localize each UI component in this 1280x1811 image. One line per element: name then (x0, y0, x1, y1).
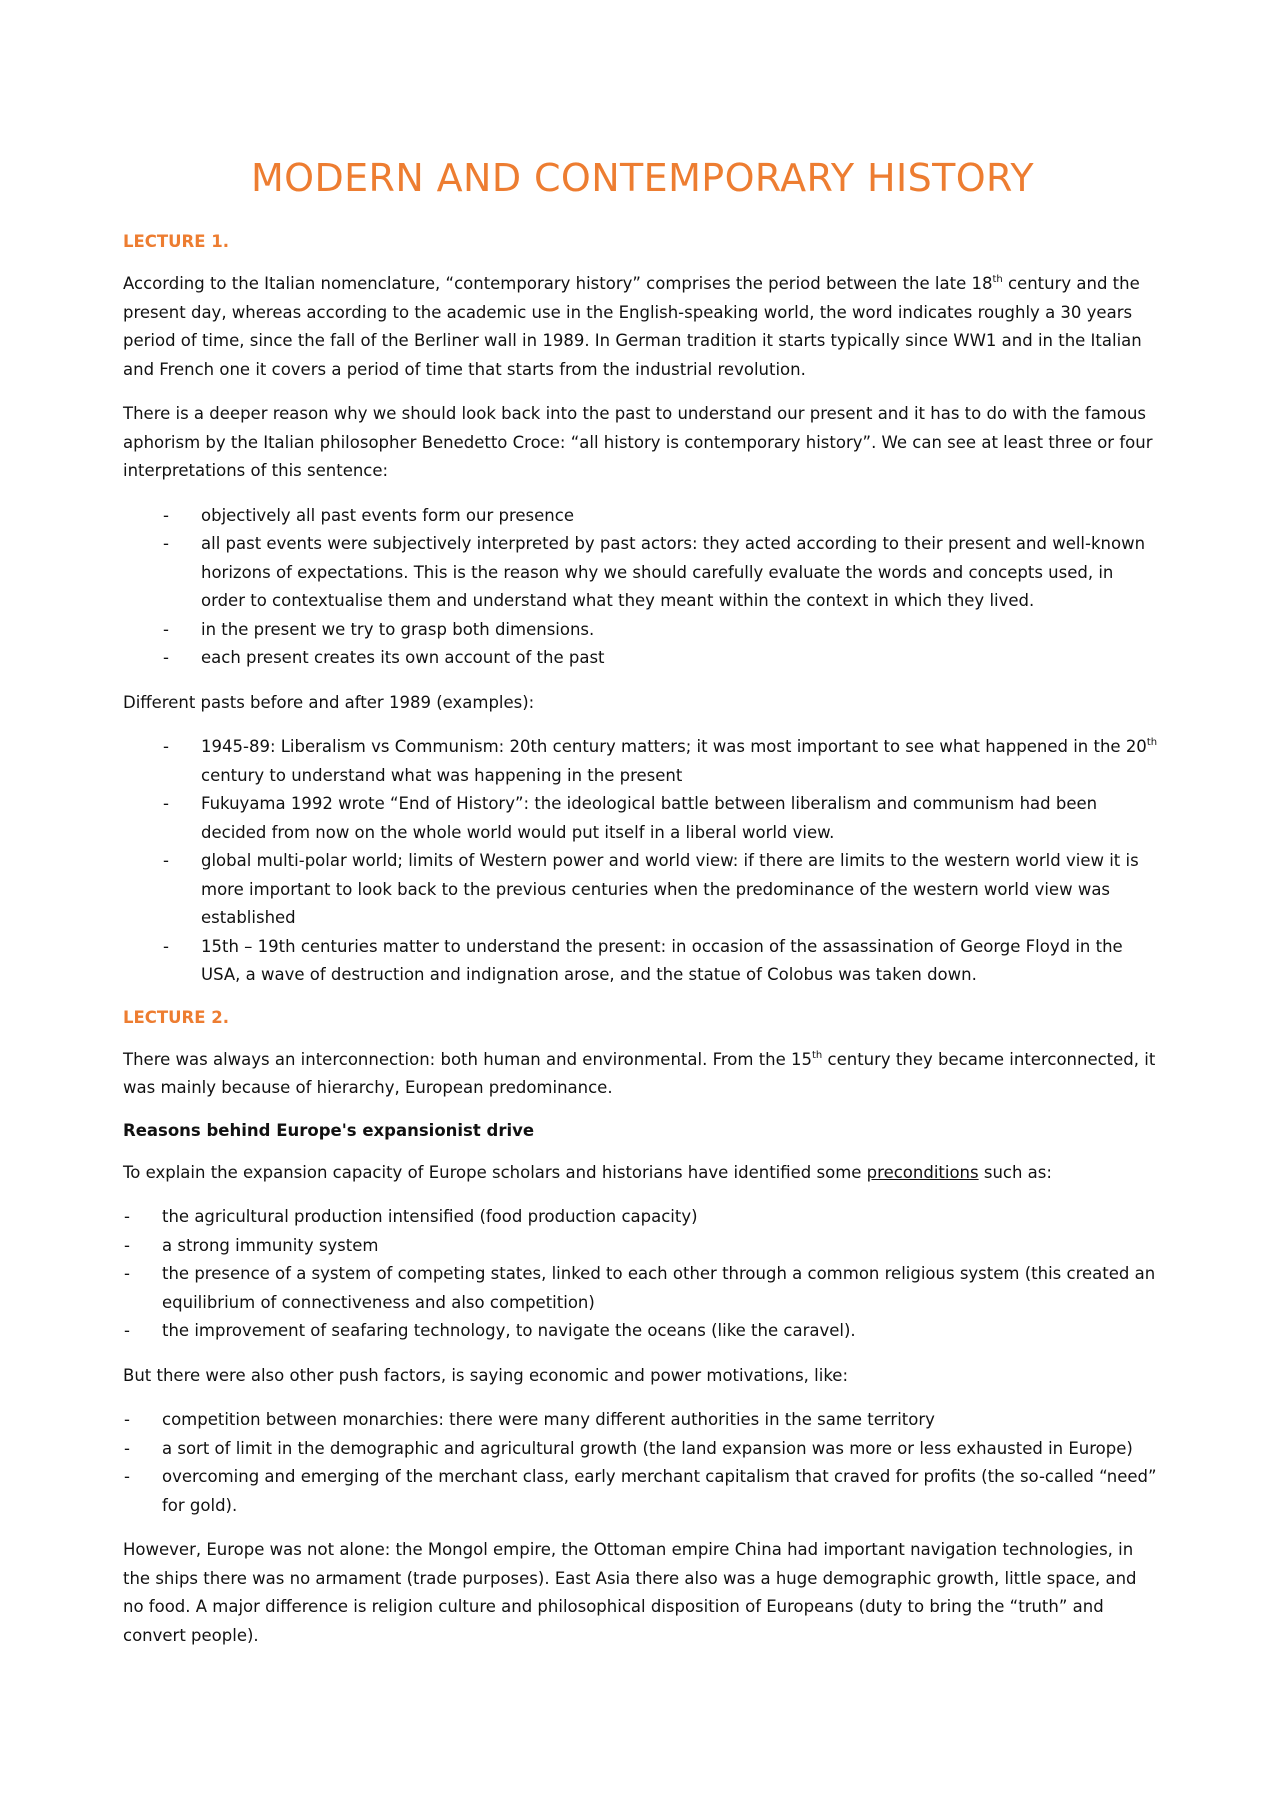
list-item-text: in the present we try to grasp both dimensions. (201, 619, 595, 639)
text-span: To explain the expansion capacity of Europe scholars and historians have identified some (123, 1162, 867, 1182)
underlined-term: preconditions (866, 1162, 979, 1182)
dash-marker: - (124, 1207, 130, 1226)
dash-marker: - (163, 534, 169, 553)
dash-marker: - (163, 619, 169, 639)
interpretations-list (123, 502, 1162, 673)
list-item-text: the improvement of seafaring technology, to navigate the oceans (like the caravel). (162, 1321, 856, 1340)
dash-marker: - (124, 1321, 130, 1340)
superscript: th (1146, 737, 1158, 748)
lecture-1-paragraph-1 (123, 270, 1162, 384)
list-item (123, 790, 1162, 847)
lecture-2-paragraph-2 (123, 1159, 1162, 1188)
text-span: There was always an interconnection: both human and environmental. From the 15 (123, 1049, 813, 1069)
list-item (123, 1463, 1162, 1520)
push-factors-list (123, 1406, 1162, 1520)
list-item (123, 733, 1162, 790)
lecture-1-paragraph-3: Different pasts before and after 1989 (examples): (123, 692, 535, 712)
list-item (123, 502, 1162, 531)
list-item (123, 1435, 1162, 1464)
dash-marker: - (163, 794, 169, 813)
list-item-text: a strong immunity system (162, 1235, 379, 1255)
text-span: According to the Italian nomenclature, “contemporary history” comprises the period between the late 18 (123, 274, 993, 293)
document-title: MODERN AND CONTEMPORARY HISTORY (250, 156, 1035, 200)
lecture-1-paragraph-2: There is a deeper reason why we should look back into the past to understand our present and it has to do with the famous aphorism by the Italian philosopher Benedetto Croce: “all history is contemporary history”. We can see at least three or four interpretations of this sentence: (123, 404, 1153, 480)
preconditions-list (123, 1203, 1162, 1346)
list-item-text: 15th – 19th centuries matter to understand the present: in occasion of the assassination of George Floyd in the USA, a wave of destruction and indignation arose, and the statue of Colobus was taken down. (201, 936, 1123, 984)
dash-marker: - (163, 936, 169, 956)
dash-marker: - (163, 737, 169, 756)
list-item-text: the presence of a system of competing states, linked to each other through a common religious system (this created an equilibrium of connectiveness and also competition) (162, 1264, 1156, 1312)
list-item-text: century to understand what was happening in the present (201, 765, 683, 785)
list-item-text: global multi-polar world; limits of Western power and world view: if there are limits to the western world view it is more important to look back to the previous centuries when the predominance of the western world view was established (201, 851, 1139, 927)
dash-marker: - (124, 1438, 130, 1458)
list-item-text: 1945-89: Liberalism vs Communism: 20th century matters; it was most important to see what happened in the 20 (201, 737, 1147, 756)
list-item (123, 1260, 1162, 1317)
lecture-2-paragraph-1 (123, 1046, 1162, 1103)
lecture-1-heading: LECTURE 1. (123, 232, 230, 251)
list-item-text: overcoming and emerging of the merchant class, early merchant capitalism that craved for profits (the so-called “need” for gold). (162, 1467, 1157, 1515)
list-item-text: objectively all past events form our presence (201, 505, 574, 525)
list-item (123, 1317, 1162, 1346)
section-subheading: Reasons behind Europe's expansionist drive (123, 1120, 535, 1140)
list-item (123, 530, 1162, 616)
dash-marker: - (163, 505, 169, 525)
list-item (123, 1232, 1162, 1261)
list-item (123, 1406, 1162, 1435)
dash-marker: - (163, 648, 169, 667)
lecture-2-heading: LECTURE 2. (123, 1007, 230, 1027)
dash-marker: - (124, 1467, 130, 1486)
lecture-2-paragraph-4: However, Europe was not alone: the Mongol empire, the Ottoman empire China had important navigation technologies, in the ships there was no armament (trade purposes). East Asia there also was a huge demographic growth, little space, and no food. A major difference is religion culture and philosophical disposition of Europeans (duty to bring the “truth” and convert people). (123, 1540, 1137, 1645)
list-item-text: competition between monarchies: there were many different authorities in the same territory (162, 1410, 935, 1429)
list-item (123, 644, 1162, 673)
list-item (123, 616, 1162, 645)
list-item (123, 847, 1162, 933)
text-span: century they became interconnected, it was mainly because of hierarchy, European predominance. (123, 1049, 1156, 1097)
examples-list (123, 733, 1162, 990)
dash-marker: - (124, 1235, 130, 1255)
list-item (123, 1203, 1162, 1232)
lecture-2-paragraph-3: But there were also other push factors, is saying economic and power motivations, like: (123, 1365, 849, 1385)
list-item-text: each present creates its own account of the past (201, 648, 605, 667)
dash-marker: - (124, 1264, 130, 1283)
dash-marker: - (124, 1410, 130, 1429)
text-span: such as: (978, 1162, 1052, 1182)
superscript: th (992, 274, 1003, 285)
list-item (123, 933, 1162, 990)
text-span: century and the present day, whereas according to the academic use in the English-speaking world, the word indicates roughly a 30 years period of time, since the fall of the Berliner wall in 1989. In German tradition it starts typically since WW1 and in the Italian and French one it covers a period of time that starts from the industrial revolution. (123, 274, 1142, 379)
dash-marker: - (163, 851, 169, 870)
list-item-text: Fukuyama 1992 wrote “End of History”: the ideological battle between liberalism and communism had been decided from now on the whole world would put itself in a liberal world view. (201, 794, 1098, 842)
list-item-text: the agricultural production intensified (food production capacity) (162, 1207, 698, 1226)
list-item-text: all past events were subjectively interpreted by past actors: they acted according to their present and well-known horizons of expectations. This is the reason why we should carefully evaluate the words and concepts used, in order to contextualise them and understand what they meant within the context in which they lived. (201, 534, 1146, 610)
superscript: th (812, 1049, 823, 1061)
list-item-text: a sort of limit in the demographic and agricultural growth (the land expansion was more or less exhausted in Europe) (162, 1438, 1133, 1458)
